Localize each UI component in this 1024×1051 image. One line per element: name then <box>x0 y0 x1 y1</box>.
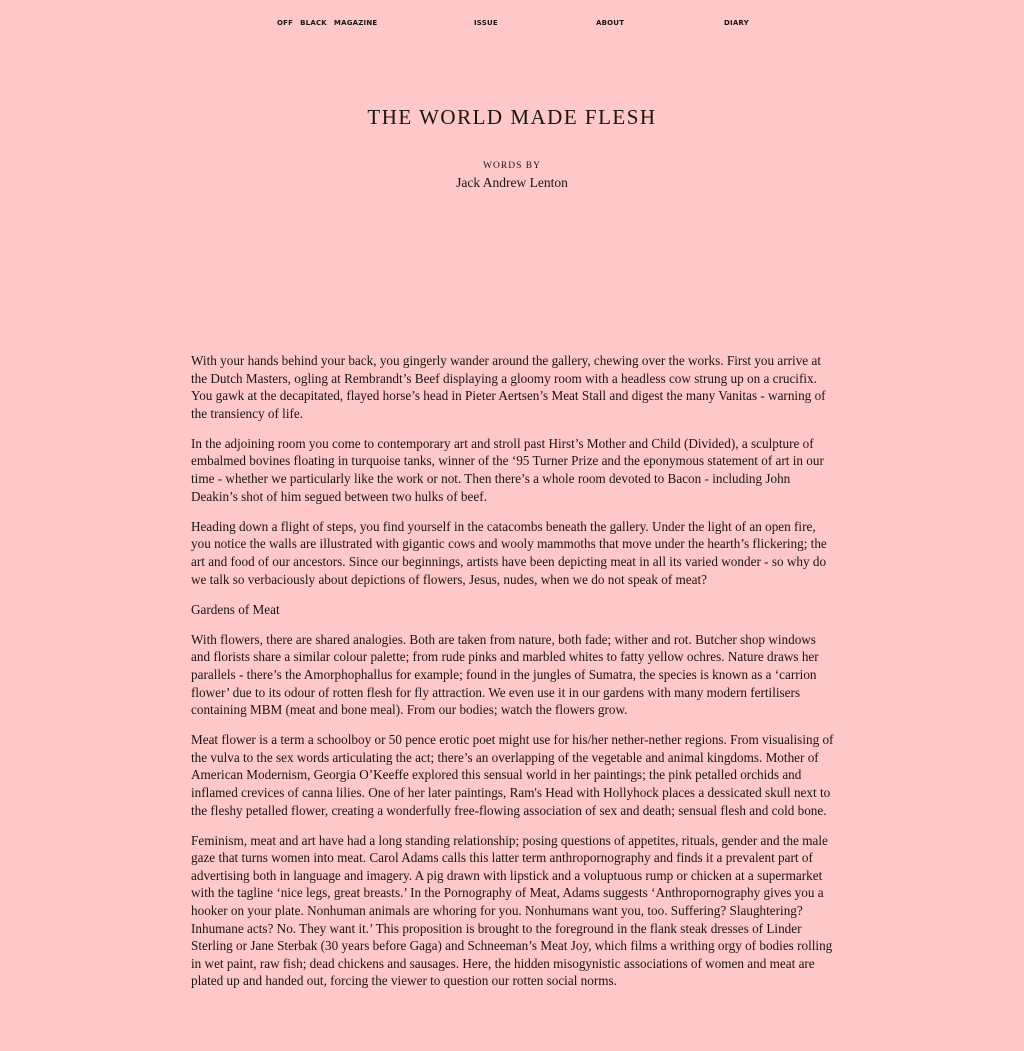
nav-diary-link[interactable]: DIARY <box>724 19 749 27</box>
byline-label: WORDS BY <box>483 161 541 171</box>
top-nav <box>0 19 1024 31</box>
paragraph: Heading down a flight of steps, you find yourself in the catacombs beneath the gallery. Under the light of an open fire, you notice the walls are illustrated with gigantic cows and wooly mammoths that move under the hearth’s flickering; the art and food of our ancestors. Since our beginnings, artists have been depicting meat in all its varied wonder - so why do we talk so verbaciously about depictions of flowers, Jesus, nudes, when we do not speak of meat? <box>191 518 827 587</box>
brand-word: BLACK <box>300 19 327 27</box>
paragraph: Meat flower is a term a schoolboy or 50 pence erotic poet might use for his/her nether-nether regions. From visualising of the vulva to the sex words articulating the act; there’s an overlapping of the vegetable and animal kingdoms. Mother of American Modernism, Georgia O’Keeffe explored this sensual world in her paintings; the pink petalled orchids and inflamed crevices of canna lilies. One of her later paintings, Ram's Head with Hollyhock places a dessicated skull next to the fleshy petalled flower, creating a wonderfully free-flowing association of sex and death; sensual flesh and cold bone. <box>191 732 834 818</box>
paragraph: In the adjoining room you come to contemporary art and stroll past Hirst’s Mother and Child (Divided), a sculpture of embalmed bovines floating in turquoise tanks, winner of the ‘95 Turner Prize and the eponymous statement of art in our time - whether we particularly like the work or not. Then there’s a whole room devoted to Bacon - including John Deakin’s shot of him segued between two hulks of beef. <box>191 435 824 504</box>
article-title: THE WORLD MADE FLESH <box>367 105 657 129</box>
nav-issue-link[interactable]: ISSUE <box>474 19 498 27</box>
brand-link[interactable] <box>277 19 384 27</box>
nav-about-link[interactable]: ABOUT <box>596 19 625 27</box>
section-heading: Gardens of Meat <box>191 601 280 617</box>
brand-word: MAGAZINE <box>333 19 378 27</box>
author-name: Jack Andrew Lenton <box>456 175 568 190</box>
paragraph: With flowers, there are shared analogies. Both are taken from nature, both fade; wither and rot. Butcher shop windows and florists share a similar colour palette; from rude pinks and marbled whites to fatty yellow ochres. Nature draws her parallels - there’s the Amorphophallus for example; found in the jungles of Sumatra, the species is known as a ‘carrion flower’ due to its odour of rotten flesh for fly attraction. We even use it in our gardens with many modern fertilisers containing MBM (meat and bone meal). From our bodies; watch the flowers grow. <box>191 631 819 718</box>
paragraph: Feminism, meat and art have had a long standing relationship; posing questions of appetites, rituals, gender and the male gaze that turns women into meat. Carol Adams calls this latter term anthropornography and finds it a prevalent part of advertising both in language and imagery. A pig drawn with lipstick and a voluptuous rump or chicken at a supermarket with the tagline ‘nice legs, great breasts.’ In the Pornography of Meat, Adams suggests ‘Anthropornography gives you a hooker on your plate. Nonhuman animals are whoring for you. Nonhumans want you, too. Suffering? Slaughtering? Inhumane acts? No. They want it.’ This proposition is brought to the foreground in the flank steak dresses of Linder Sterling or Jane Sterbak (30 years before Gaga) and Schneeman’s Meat Joy, which films a writhing orgy of bodies rolling in wet paint, raw fish; dead chickens and sausages. Here, the hidden misogynistic associations of women and meat are plated up and handed out, forcing the viewer to question our rotten social norms. <box>191 832 833 989</box>
article-body <box>191 352 836 1003</box>
brand-word: OFF <box>277 19 294 27</box>
paragraph: With your hands behind your back, you gingerly wander around the gallery, chewing over the works. First you arrive at the Dutch Masters, ogling at Rembrandt’s Beef displaying a gloomy room with a headless cow strung up on a crucifix. You gawk at the decapitated, flayed horse’s head in Pieter Aertsen’s Meat Stall and digest the many Vanitas - warning of the transiency of life. <box>191 353 826 421</box>
